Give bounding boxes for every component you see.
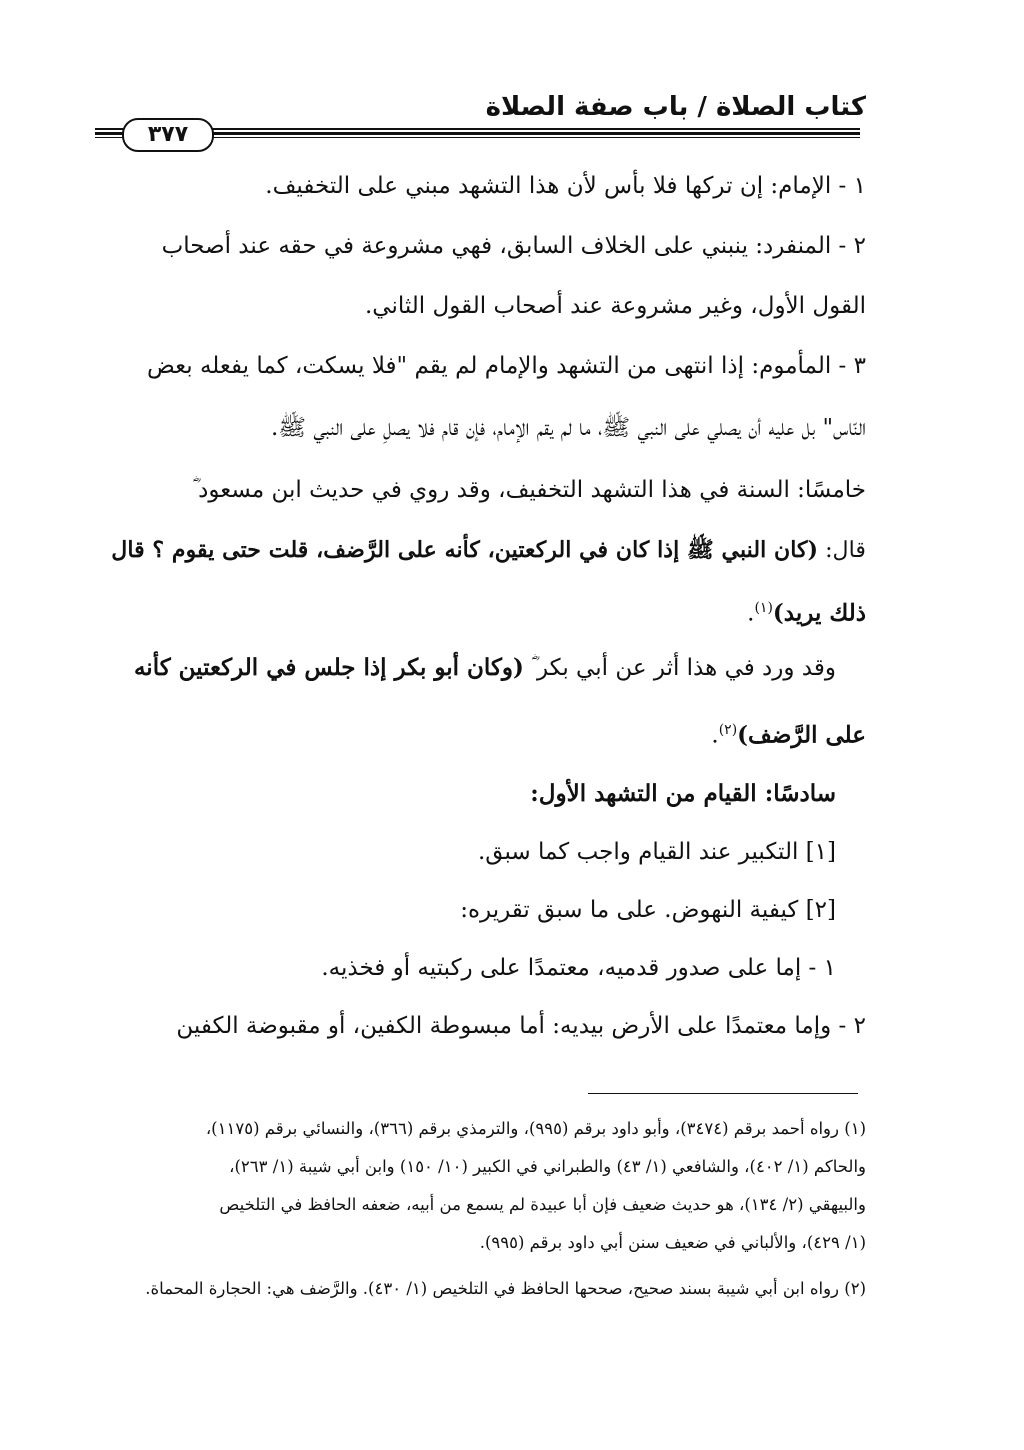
athar-text: على الرَّضف) <box>737 721 866 749</box>
text-span: . <box>711 722 719 749</box>
text-line: [١] التكبير عند القيام واجب كما سبق. <box>477 839 836 865</box>
text-line: النّاس" بل عليه أن يصلي على النبي ﷺ، ما لم يقم الإمام، فإن قام فلا يصلِ على النبي ﷺ. <box>270 415 866 441</box>
footnote-line: (٢) رواه ابن أبي شيبة بسند صحيح، صححها الحافظ في التلخيص (١/ ٤٣٠). والرَّضف هي: الحجارة المحماة. <box>145 1279 866 1298</box>
hadith-text: (كان النبي ﷺ إذا كان في الركعتين، كأنه على الرَّضف، قلت حتى يقوم ؟ قال <box>111 537 819 563</box>
page-number: ٣٧٧ <box>122 118 214 152</box>
text-line: ٢ - وإما معتمدًا على الأرض بيديه: أما مبسوطة الكفين، أو مقبوضة الكفين <box>176 1013 866 1039</box>
athar-text: (وكان أبو بكر إذا جلس في الركعتين كأنه <box>133 654 524 681</box>
text-line: ٢ - المنفرد: ينبني على الخلاف السابق، فهي مشروعة في حقه عند أصحاب <box>161 233 866 259</box>
footnote-ref: (٢) <box>718 722 738 738</box>
footnote-line: (١) رواه أحمد برقم (٣٤٧٤)، وأبو داود برقم (٩٩٥)، والترمذي برقم (٣٦٦)، والنسائي برقم (١١٧٥)، <box>205 1119 866 1138</box>
text-line <box>111 530 866 570</box>
text-line: ٣ - المأموم: إذا انتهى من التشهد والإمام لم يقم "فلا يسكت، كما يفعله بعض <box>146 353 866 379</box>
footnote-line: والحاكم (١/ ٤٠٢)، والشافعي (١/ ٤٣) والطبراني في الكبير (١٠/ ١٥٠) وابن أبي شيبة (١/ ٢٦٣)، <box>229 1157 866 1176</box>
text-span: قال: <box>818 537 866 563</box>
text-line <box>134 648 836 688</box>
text-line: ١ - إما على صدور قدميه، معتمدًا على ركبتيه أو فخذيه. <box>321 955 836 981</box>
text-line: ١ - الإمام: إن تركها فلا بأس لأن هذا التشهد مبني على التخفيف. <box>265 173 866 199</box>
hadith-text: ذلك يريد) <box>772 599 866 627</box>
text-span: وقد ورد في هذا أثر عن أبي بكر ؓ <box>523 655 836 681</box>
text-line: خامسًا: السنة في هذا التشهد التخفيف، وقد روي في حديث ابن مسعود ؓ <box>192 477 866 503</box>
text-line <box>711 710 866 756</box>
running-title: كتاب الصلاة / باب صفة الصلاة <box>485 92 866 122</box>
footnote-divider <box>588 1093 858 1094</box>
footnote-line: (١/ ٤٢٩)، والألباني في ضعيف سنن أبي داود برقم (٩٩٥). <box>479 1233 866 1252</box>
text-line <box>747 588 866 634</box>
text-line: القول الأول، وغير مشروعة عند أصحاب القول الثاني. <box>364 293 866 319</box>
text-span: . <box>747 600 755 627</box>
section-heading: سادسًا: القيام من التشهد الأول: <box>530 780 836 807</box>
footnote-ref: (١) <box>754 600 773 616</box>
text-line: [٢] كيفية النهوض. على ما سبق تقريره: <box>460 897 836 923</box>
footnote-line: والبيهقي (٢/ ١٣٤)، هو حديث ضعيف فإن أبا عبيدة لم يسمع من أبيه، ضعفه الحافظ في التلخيص <box>219 1195 866 1214</box>
